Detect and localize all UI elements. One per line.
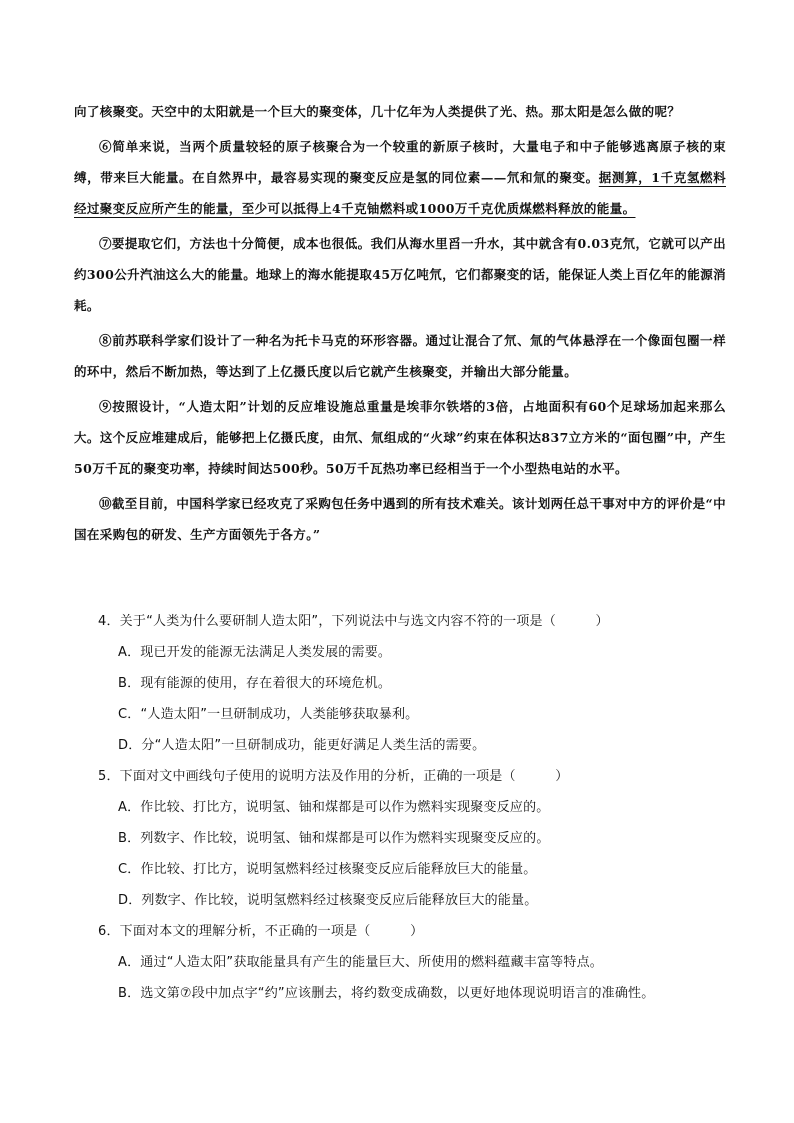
paragraph-8: ⑧前苏联科学家们设计了一种名为托卡马克的环形容器。通过让混合了氘、氚的气体悬浮在一个像面包圈一样的环中，然后不断加热，等达到了上亿摄氏度以后它就产生核聚变，并输出大部分能量。	[74, 333, 726, 379]
question-stem: 6．下面对本文的理解分析，不正确的一项是（ ）	[98, 924, 424, 939]
option-a: A．作比较、打比方，说明氢、铀和煤都是可以作为燃料实现聚变反应的。	[118, 800, 550, 815]
question-stem: 4．关于“人类为什么要研制人造太阳”，下列说法中与选文内容不符的一项是（ ）	[98, 614, 609, 629]
option-d: D．列数字、作比较，说明氢燃料经过核聚变反应后能释放巨大的能量。	[118, 893, 538, 908]
question-stem: 5．下面对文中画线句子使用的说明方法及作用的分析，正确的一项是（ ）	[98, 769, 569, 784]
paragraph-continuation: 向了核聚变。天空中的太阳就是一个巨大的聚变体，几十亿年为人类提供了光、热。那太阳是怎么做的呢？	[74, 104, 681, 119]
option-a: A．现已开发的能源无法满足人类发展的需要。	[118, 645, 392, 660]
question-list	[74, 606, 726, 1009]
option-a: A．通过“人造太阳”获取能量具有产生的能量巨大、所使用的燃料蕴藏丰富等特点。	[118, 955, 603, 970]
question-5	[74, 761, 726, 916]
underlined-sentence: 据测算，1千克氢燃料经过聚变反应所产生的能量，至少可以抵得上4千克铀燃料或1000万千克优质煤燃料释放的能量。	[74, 170, 726, 216]
option-c: C．作比较、打比方，说明氢燃料经过核聚变反应后能释放巨大的能量。	[118, 862, 537, 877]
question-4	[74, 606, 726, 761]
option-b: B．选文第⑦段中加点字“约”应该删去，将约数变成确数，以更好地体现说明语言的准确性。	[118, 986, 655, 1001]
option-b: B．现有能源的使用，存在着很大的环境危机。	[118, 676, 392, 691]
paragraph-10: ⑩截至目前，中国科学家已经攻克了采购包任务中遇到的所有技术难关。该计划两任总干事对中方的评价是“中国在采购包的研发、生产方面领先于各方。”	[74, 496, 726, 542]
option-d: D．分“人造太阳”一旦研制成功，能更好满足人类生活的需要。	[118, 738, 486, 753]
paragraph-7: ⑦要提取它们，方法也十分简便，成本也很低。我们从海水里舀一升水，其中就含有0.03克氘，它就可以产出约300公升汽油这么大的能量。地球上的海水能提取45万亿吨氘，它们都聚变的话，能保证人类上百亿年的能源消耗。	[74, 236, 726, 313]
reading-passage	[74, 96, 726, 554]
paragraph-6-text: ⑥简单来说，当两个质量较轻的原子核聚合为一个较重的新原子核时，大量电子和中子能够逃离原子核的束缚，带来巨大能量。在自然界中，最容易实现的聚变反应是氢的同位素——氘和氚的聚变。	[74, 139, 726, 185]
paragraph-9: ⑨按照设计，“人造太阳”计划的反应堆设施总重量是埃菲尔铁塔的3倍，占地面积有60个足球场加起来那么大。这个反应堆建成后，能够把上亿摄氏度，由氘、氚组成的“火球”约束在体积达837立方米的“面包圈”中，产生50万千瓦的聚变功率，持续时间达500秒。50万千瓦热功率已经相当于一个小型热电站的水平。	[74, 399, 726, 476]
question-6	[74, 916, 726, 1009]
paragraph-6	[74, 131, 726, 224]
option-c: C．“人造太阳”一旦研制成功，人类能够获取暴利。	[118, 707, 419, 722]
option-b: B．列数字、作比较，说明氢、铀和煤都是可以作为燃料实现聚变反应的。	[118, 831, 550, 846]
